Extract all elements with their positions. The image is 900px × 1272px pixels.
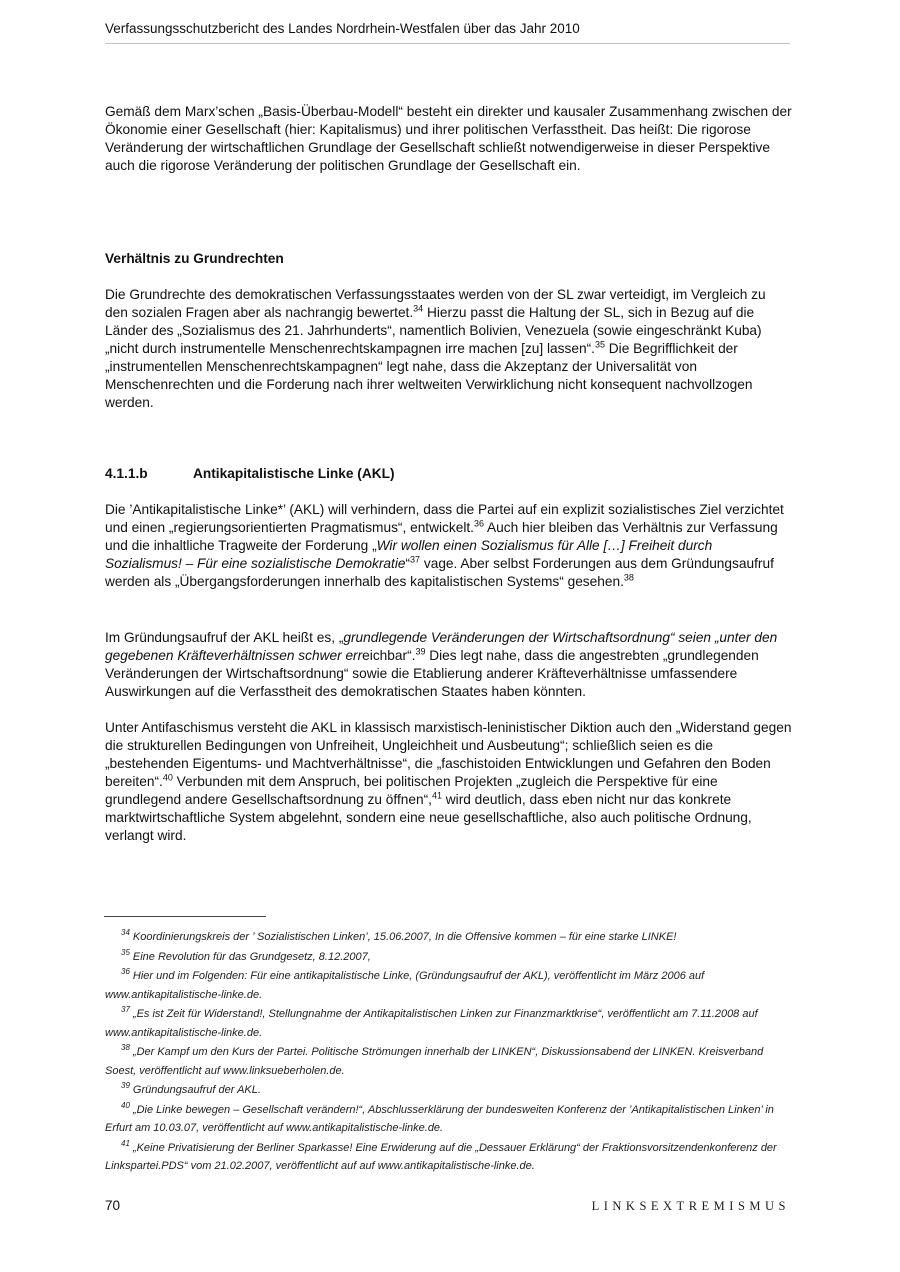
running-header: Verfassungsschutzbericht des Landes Nordrhein-Westfalen über das Jahr 2010 [105,21,580,36]
footnote-text: Gründungsaufruf der AKL. [132,1084,261,1096]
footnote-37 [105,1005,795,1042]
footnote-number: 38 [121,1043,130,1053]
footnote-38 [105,1043,795,1080]
section-number: 4.1.1.b [105,466,148,481]
footnote-number: 36 [121,967,130,977]
footnotes-block [105,928,795,1177]
footnote-separator-rule [104,916,266,917]
footnote-35 [105,948,795,967]
paragraph-gruendungsaufruf: Im Gründungsaufruf der AKL heißt es, „grundlegende Veränderungen der Wirtschaftsordnung“ seien „unter den gegebenen Kräfteverhältnissen schwer erreichbar“.$^{39}$ Dies legt nahe, dass die angestrebten „grundlegenden Veränderungen der Wirtschaftsordnung“ sowie die Etablierung anderer Kräfteverhältnisse umfassendere Auswirkungen auf die Verfasstheit des demokratischen Staates haben könnten. [105,630,778,699]
footnote-number: 35 [121,947,130,957]
footnote-36 [105,967,795,1004]
footnote-text: „Die Linke bewegen – Gesellschaft verändern!“, Abschlusserklärung der bundesweiten Konferenz der ’Antikapitalistischen Linken’ in Erfurt am 10.03.07, veröffentlicht auf www.antikapitalistische-linke.de. [105,1103,774,1134]
footnote-text: Koordinierungskreis der ’ Sozialistischen Linken’, 15.06.2007, In die Offensive kommen – für eine starke LINKE! [132,931,677,943]
footnote-text: Hier und im Folgenden: Für eine antikapitalistische Linke, (Gründungsaufruf der AKL), veröffentlicht im März 2006 auf www.antikapitalistische-linke.de. [105,970,705,1001]
footnote-text: „Es ist Zeit für Widerstand!, Stellungnahme der Antikapitalistischen Linken zur Finanzmarktkrise“, veröffentlicht am 7.11.2008 auf www.antikapitalistische-linke.de. [105,1008,758,1039]
footnote-41 [105,1139,795,1176]
footnote-40 [105,1101,795,1138]
footnote-number: 40 [121,1100,130,1110]
chapter-running-title: LINKSEXTREMISMUS [591,1199,790,1213]
footnote-number: 34 [121,928,130,938]
footnote-number: 41 [121,1138,130,1148]
footnote-number: 37 [121,1005,130,1015]
footnote-34 [105,928,795,947]
heading-verhaeltnis-zu-grundrechten: Verhältnis zu Grundrechten [105,251,284,266]
header-rule [105,43,790,44]
section-title: Antikapitalistische Linke (AKL) [193,466,395,481]
footnote-39 [105,1081,795,1100]
footnote-number: 39 [121,1081,130,1091]
footnote-text: Eine Revolution für das Grundgesetz, 8.12.2007, [132,950,371,963]
footnote-text: „Keine Privatisierung der Berliner Sparkasse! Eine Erwiderung auf die „Dessauer Erklärung“ der Fraktionsvorsitzendenkonferenz der Linkspartei.PDS“ vom 21.02.2007, veröffentlicht auf auf www.antikapitalistische-linke.de. [105,1141,777,1172]
footnote-text: „Der Kampf um den Kurs der Partei. Politische Strömungen innerhalb der LINKEN“, Diskussionsabend der LINKEN. Kreisverband Soest, veröffentlicht auf www.linksueberholen.de. [105,1046,764,1077]
paragraph-antifaschismus: Unter Antifaschismus versteht die AKL in klassisch marxistisch-leninistischer Diktion auch den „Widerstand gegen die strukturellen Bedingungen von Unfreiheit, Ungleichheit und Ausbeutung“; schließlich seien es die „bestehenden Eigentums- und Machtverhältnisse“, die „faschistoiden Entwicklungen und Gefahren den Boden bereiten“.$^{40}$ Verbunden mit dem Anspruch, bei politischen Projekten „zugleich die Perspektive für eine grundlegend andere Gesellschaftsordnung zu öffnen“,$^{41}$ wird deutlich, dass eben nicht nur das konkrete marktwirtschaftliche System abgelehnt, sondern eine neue gesellschaftliche, also auch politische Ordnung, verlangt wird. [105,720,792,843]
page-number: 70 [105,1198,121,1213]
paragraph-basis-ueberbau: Gemäß dem Marx’schen „Basis-Überbau-Modell“ besteht ein direkter und kausaler Zusammenhang zwischen der Ökonomie einer Gesellschaft (hier: Kapitalismus) und ihrer politischen Verfasstheit. Das heißt: Die rigorose Veränderung der wirtschaftlichen Grundlage der Gesellschaft schließt notwendigerweise in dieser Perspektive auch die rigorose Veränderung der politischen Grundlage der Gesellschaft ein. [105,104,792,173]
paragraph-akl-verhindern: Die ’Antikapitalistische Linke*’ (AKL) will verhindern, dass die Partei auf ein explizit sozialistisches Ziel verzichtet und einen „regierungsorientierten Pragmatismus“, entwickelt.$^{36}$ Auch hier bleiben das Verhältnis zur Verfassung und die inhaltliche Tragweite der Forderung „Wir wollen einen Sozialismus für Alle […] Freiheit durch Sozialismus! – Für eine sozialistische Demokratie“$^{37}$ vage. Aber selbst Forderungen aus dem Gründungsaufruf werden als „Übergangsforderungen innerhalb des kapitalistischen Systems“ gesehen.$^{38}$ [105,502,784,589]
heading-akl [105,465,792,483]
paragraph-grundrechte: Die Grundrechte des demokratischen Verfassungsstaates werden von der SL zwar verteidigt, im Vergleich zu den sozialen Fragen aber als nachrangig bewertet.$^{34}$ Hierzu passt die Haltung der SL, sich in Bezug auf die Länder des „Sozialismus des 21. Jahrhunderts“, namentlich Bolivien, Venezuela (sowie eingeschränkt Kuba) „nicht durch instrumentelle Menschenrechtskampagnen irre machen [zu] lassen“.$^{35}$ Die Begrifflichkeit der „instrumentellen Menschenrechtskampagnen“ legt nahe, dass die Akzeptanz der Universalität von Menschenrechten und die Forderung nach ihrer weltweiten Verwirklichung nicht konsequent nachvollzogen werden. [105,287,766,410]
